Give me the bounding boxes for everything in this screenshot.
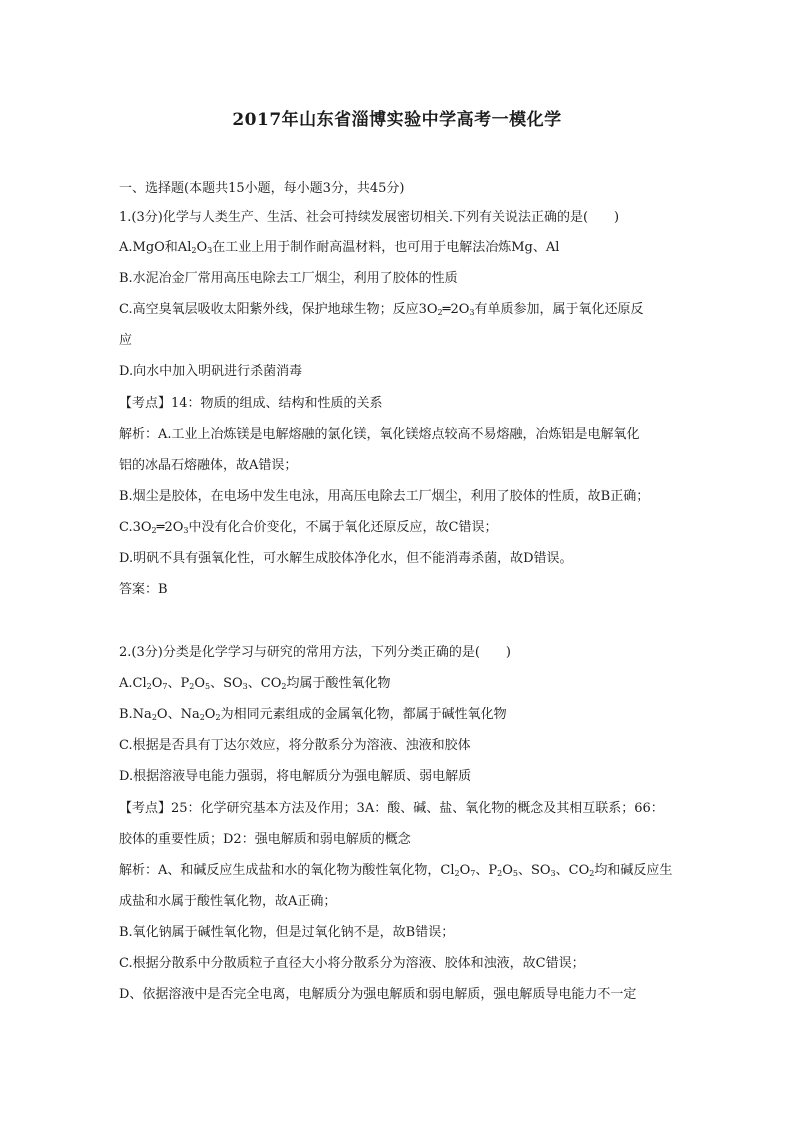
q1-kaodian: 【考点】14：物质的组成、结构和性质的关系 bbox=[119, 396, 383, 411]
q2-analysis-line: B.氧化钠属于碱性氧化物，但是过氧化钠不是，故B错误； bbox=[119, 925, 455, 940]
q1-analysis-line: $C.3O_2═2O_3$中没有化合价变化，不属于氧化还原反应，故C错误； bbox=[119, 520, 498, 535]
q1-analysis-line: 解析：A.工业上冶炼镁是电解熔融的氯化镁，氧化镁熔点较高不易熔融，冶炼铝是电解氧化 bbox=[119, 427, 640, 442]
q1-option-a: A.MgO和$Al_2O_3$在工业上用于制作耐高温材料，也可用于电解法冶炼Mg、Al bbox=[119, 240, 560, 255]
q1-option-c-cont: 应 bbox=[119, 333, 133, 348]
section-heading: 一、选择题(本题共15小题，每小题3分，共45分) bbox=[119, 181, 405, 196]
q2-option-c: C.根据是否具有丁达尔效应，将分散系分为溶液、浊液和胶体 bbox=[119, 738, 471, 753]
q2-analysis-line: C.根据分散系中分散质粒子直径大小将分散系分为溶液、胶体和浊液，故C错误； bbox=[119, 956, 585, 971]
q2-option-d: D.根据溶液导电能力强弱，将电解质分为强电解质、弱电解质 bbox=[119, 769, 472, 784]
q2-option-b: $B.Na_2O$、$Na_2O_2$为相同元素组成的金属氧化物，都属于碱性氧化物 bbox=[119, 707, 507, 722]
q1-option-d: D.向水中加入明矾进行杀菌消毒 bbox=[119, 364, 303, 379]
q1-option-b: B.水泥冶金厂常用高压电除去工厂烟尘，利用了胶体的性质 bbox=[119, 271, 458, 286]
q1-analysis-line: 铝的冰晶石熔融体，故A错误； bbox=[119, 458, 298, 473]
q1-analysis-line: D.明矾不具有强氧化性，可水解生成胶体净化水，但不能消毒杀菌，故D错误。 bbox=[119, 551, 573, 566]
q1-stem: 1.(3分)化学与人类生产、生活、社会可持续发展密切相关.下列有关说法正确的是( ) bbox=[119, 210, 620, 225]
q2-kaodian: 【考点】25：化学研究基本方法及作用；3A：酸、碱、盐、氧化物的概念及其相互联系；66： bbox=[119, 801, 664, 816]
q2-analysis-line: 解析：A、和碱反应生成盐和水的氧化物为酸性氧化物，$Cl_2O_7$、$P_2O_5$、$SO_3$、$CO_2$均和碱反应生 bbox=[119, 863, 673, 878]
q1-answer: 答案：B bbox=[119, 582, 168, 597]
q1-option-c: C.高空臭氧层吸收太阳紫外线，保护地球生物；反应$3O_2═2O_3$有单质参加，属于氧化还原反 bbox=[119, 302, 644, 317]
q2-analysis-line: D、依据溶液中是否完全电离，电解质分为强电解质和弱电解质，强电解质导电能力不一定 bbox=[119, 987, 637, 1002]
q1-analysis-line: B.烟尘是胶体，在电场中发生电泳，用高压电除去工厂烟尘，利用了胶体的性质，故B正确； bbox=[119, 489, 650, 504]
q2-analysis-line: 成盐和水属于酸性氧化物，故A正确； bbox=[119, 894, 337, 909]
q2-kaodian-cont: 胶体的重要性质；D2：强电解质和弱电解质的概念 bbox=[119, 832, 411, 847]
q2-stem: 2.(3分)分类是化学学习与研究的常用方法，下列分类正确的是( ) bbox=[119, 645, 511, 660]
document-title: 2017年山东省淄博实验中学高考一模化学 bbox=[232, 110, 562, 130]
q2-option-a: $A.Cl_2O_7$、$P_2O_5$、$SO_3$、$CO_2$均属于酸性氧化物 bbox=[119, 676, 391, 691]
